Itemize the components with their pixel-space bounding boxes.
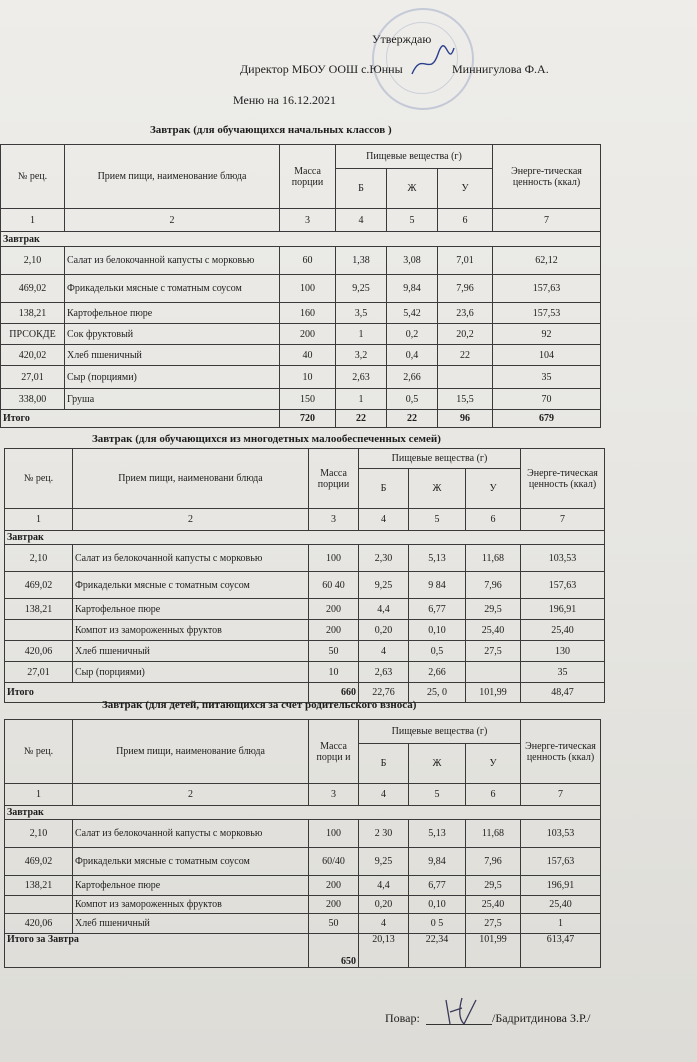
col-index: 1 — [1, 209, 65, 232]
portion-mass: 60 — [280, 247, 336, 275]
energy-value: 196,91 — [521, 876, 601, 896]
col-index: 5 — [387, 209, 438, 232]
table-row — [1, 247, 601, 275]
energy-value: 157,63 — [521, 848, 601, 876]
table-row — [5, 545, 605, 572]
total-row — [1, 410, 601, 428]
fat-value: 9 84 — [409, 572, 466, 599]
carb-value: 11,68 — [466, 820, 521, 848]
col-index: 6 — [466, 509, 521, 531]
table-row — [1, 366, 601, 389]
dish-name: Картофельное пюре — [65, 303, 280, 324]
protein-value: 1 — [336, 389, 387, 410]
cook-name: /Бадритдинова З.Р./ — [492, 1011, 591, 1025]
total-energy: 48,47 — [521, 683, 605, 703]
energy-value: 25,40 — [521, 620, 605, 641]
protein-value: 3,5 — [336, 303, 387, 324]
fat-value: 6,77 — [409, 876, 466, 896]
portion-mass: 50 — [309, 641, 359, 662]
fat-value: 0,4 — [387, 345, 438, 366]
total-carb: 101,99 — [466, 683, 521, 703]
recipe-number: 27,01 — [1, 366, 65, 389]
carb-value: 27,5 — [466, 914, 521, 934]
carb-value: 20,2 — [438, 324, 493, 345]
fat-value: 9,84 — [409, 848, 466, 876]
director-name: Миннигулова Ф.А. — [452, 62, 549, 76]
table-row — [5, 914, 601, 934]
fat-value: 0,5 — [409, 641, 466, 662]
recipe-number: 138,21 — [5, 599, 73, 620]
fat-value: 0 5 — [409, 914, 466, 934]
director-prefix: Директор МБОУ ООШ с.Юнны — [240, 62, 403, 76]
fat-value: 0,10 — [409, 896, 466, 914]
protein-value: 2,63 — [359, 662, 409, 683]
col-zh-header: Ж — [409, 469, 466, 509]
total-energy: 613,47 — [521, 934, 601, 968]
table3-title: Завтрак (для детей, питающихся за счет родительского взноса) — [102, 699, 417, 711]
table-row — [1, 324, 601, 345]
energy-value: 104 — [493, 345, 601, 366]
table-row — [5, 848, 601, 876]
recipe-number: 2,10 — [1, 247, 65, 275]
col-index: 6 — [438, 209, 493, 232]
dish-name: Хлеб пшеничный — [73, 641, 309, 662]
col-index: 6 — [466, 784, 521, 806]
recipe-number: 2,10 — [5, 820, 73, 848]
total-carb: 101,99 — [466, 934, 521, 968]
col-num-header: № рец. — [1, 145, 65, 209]
energy-value: 25,40 — [521, 896, 601, 914]
dish-name: Сыр (порциями) — [65, 366, 280, 389]
col-nutrients-header: Пищевые вещества (г) — [336, 145, 493, 169]
recipe-number: 420,02 — [1, 345, 65, 366]
recipe-number — [5, 620, 73, 641]
meal-label: Завтрак — [5, 531, 605, 545]
recipe-number: 338,00 — [1, 389, 65, 410]
energy-value: 62,12 — [493, 247, 601, 275]
table-row — [5, 641, 605, 662]
carb-value: 7,96 — [466, 848, 521, 876]
dish-name: Фрикадельки мясные с томатным соусом — [73, 848, 309, 876]
dish-name: Салат из белокочанной капусты с морковью — [65, 247, 280, 275]
approve-label: Утверждаю — [372, 32, 432, 46]
recipe-number: ПРСОКДЕ — [1, 324, 65, 345]
col-index: 7 — [493, 209, 601, 232]
carb-value: 7,96 — [438, 275, 493, 303]
total-energy: 679 — [493, 410, 601, 428]
col-energy-header: Энерге-тическая ценность (ккал) — [493, 145, 601, 209]
dish-name: Картофельное пюре — [73, 599, 309, 620]
col-index: 4 — [336, 209, 387, 232]
menu-table-2 — [4, 448, 605, 703]
fat-value: 2,66 — [387, 366, 438, 389]
recipe-number: 2,10 — [5, 545, 73, 572]
recipe-number — [5, 896, 73, 914]
carb-value: 27,5 — [466, 641, 521, 662]
table-row — [1, 275, 601, 303]
recipe-number: 138,21 — [5, 876, 73, 896]
col-b-header: Б — [359, 469, 409, 509]
total-label: Итого — [1, 410, 280, 428]
col-mass-header: Масса порци и — [309, 720, 359, 784]
total-carb: 96 — [438, 410, 493, 428]
total-protein: 22,76 — [359, 683, 409, 703]
recipe-number: 138,21 — [1, 303, 65, 324]
portion-mass: 200 — [309, 896, 359, 914]
total-fat: 22,34 — [409, 934, 466, 968]
menu-table-1 — [0, 144, 601, 428]
col-index: 2 — [73, 784, 309, 806]
carb-value — [466, 662, 521, 683]
energy-value: 196,91 — [521, 599, 605, 620]
energy-value: 35 — [493, 366, 601, 389]
protein-value: 1,38 — [336, 247, 387, 275]
col-index: 5 — [409, 784, 466, 806]
total-fat: 22 — [387, 410, 438, 428]
dish-name: Салат из белокочанной капусты с морковью — [73, 820, 309, 848]
fat-value: 0,5 — [387, 389, 438, 410]
col-index: 1 — [5, 509, 73, 531]
portion-mass: 60/40 — [309, 848, 359, 876]
total-protein: 22 — [336, 410, 387, 428]
meal-label: Завтрак — [5, 806, 601, 820]
protein-value: 9,25 — [336, 275, 387, 303]
director-signature — [408, 44, 456, 80]
dish-name: Салат из белокочанной капусты с морковью — [73, 545, 309, 572]
recipe-number: 469,02 — [5, 572, 73, 599]
carb-value — [438, 366, 493, 389]
cook-signature — [440, 994, 480, 1028]
fat-value: 0,2 — [387, 324, 438, 345]
protein-value: 2 30 — [359, 820, 409, 848]
menu-table-3 — [4, 719, 601, 968]
portion-mass: 160 — [280, 303, 336, 324]
fat-value: 3,08 — [387, 247, 438, 275]
cook-label: Повар: — [385, 1011, 420, 1025]
table-row — [5, 620, 605, 641]
portion-mass: 200 — [280, 324, 336, 345]
col-index: 2 — [65, 209, 280, 232]
carb-value: 29,5 — [466, 599, 521, 620]
carb-value: 22 — [438, 345, 493, 366]
protein-value: 4,4 — [359, 876, 409, 896]
energy-value: 35 — [521, 662, 605, 683]
col-zh-header: Ж — [387, 169, 438, 209]
col-index: 4 — [359, 784, 409, 806]
protein-value: 9,25 — [359, 572, 409, 599]
portion-mass: 100 — [309, 820, 359, 848]
table-row — [1, 389, 601, 410]
carb-value: 15,5 — [438, 389, 493, 410]
protein-value: 2,30 — [359, 545, 409, 572]
carb-value: 25,40 — [466, 896, 521, 914]
dish-name: Фрикадельки мясные с томатным соусом — [73, 572, 309, 599]
protein-value: 3,2 — [336, 345, 387, 366]
recipe-number: 420,06 — [5, 641, 73, 662]
total-protein: 20,13 — [359, 934, 409, 968]
energy-value: 1 — [521, 914, 601, 934]
dish-name: Компот из замороженных фруктов — [73, 620, 309, 641]
carb-value: 7,01 — [438, 247, 493, 275]
dish-name: Хлеб пшеничный — [65, 345, 280, 366]
col-b-header: Б — [359, 744, 409, 784]
col-index: 7 — [521, 509, 605, 531]
energy-value: 103,53 — [521, 820, 601, 848]
dish-name: Сок фруктовый — [65, 324, 280, 345]
portion-mass: 60 40 — [309, 572, 359, 599]
col-index: 4 — [359, 509, 409, 531]
portion-mass: 150 — [280, 389, 336, 410]
energy-value: 92 — [493, 324, 601, 345]
col-index: 2 — [73, 509, 309, 531]
protein-value: 4 — [359, 641, 409, 662]
portion-mass: 200 — [309, 599, 359, 620]
protein-value: 4 — [359, 914, 409, 934]
col-nutrients-header: Пищевые вещества (г) — [359, 720, 521, 744]
table-row — [5, 572, 605, 599]
fat-value: 0,10 — [409, 620, 466, 641]
portion-mass: 200 — [309, 620, 359, 641]
total-fat: 25, 0 — [409, 683, 466, 703]
fat-value: 5,13 — [409, 820, 466, 848]
dish-name: Сыр (порциями) — [73, 662, 309, 683]
total-mass: 720 — [280, 410, 336, 428]
fat-value: 5,13 — [409, 545, 466, 572]
col-name-header: Прием пищи, наименование блюда — [65, 145, 280, 209]
fat-value: 9,84 — [387, 275, 438, 303]
energy-value: 157,63 — [521, 572, 605, 599]
protein-value: 0,20 — [359, 896, 409, 914]
portion-mass: 10 — [309, 662, 359, 683]
portion-mass: 10 — [280, 366, 336, 389]
table-row — [5, 599, 605, 620]
table-row — [1, 303, 601, 324]
table1-title: Завтрак (для обучающихся начальных классов ) — [150, 124, 392, 136]
fat-value: 6,77 — [409, 599, 466, 620]
total-mass: 650 — [309, 934, 359, 968]
protein-value: 0,20 — [359, 620, 409, 641]
recipe-number: 420,06 — [5, 914, 73, 934]
energy-value: 70 — [493, 389, 601, 410]
fat-value: 5,42 — [387, 303, 438, 324]
dish-name: Хлеб пшеничный — [73, 914, 309, 934]
total-label: Итого за Завтра — [5, 934, 309, 968]
table-row — [5, 820, 601, 848]
table-row — [5, 662, 605, 683]
energy-value: 157,53 — [493, 303, 601, 324]
portion-mass: 100 — [280, 275, 336, 303]
col-num-header: № рец. — [5, 720, 73, 784]
col-b-header: Б — [336, 169, 387, 209]
portion-mass: 200 — [309, 876, 359, 896]
recipe-number: 469,02 — [1, 275, 65, 303]
col-mass-header: Масса порции — [309, 449, 359, 509]
total-row — [5, 934, 601, 968]
dish-name: Фрикадельки мясные с томатным соусом — [65, 275, 280, 303]
carb-value: 29,5 — [466, 876, 521, 896]
col-index: 1 — [5, 784, 73, 806]
dish-name: Картофельное пюре — [73, 876, 309, 896]
col-zh-header: Ж — [409, 744, 466, 784]
recipe-number: 469,02 — [5, 848, 73, 876]
col-nutrients-header: Пищевые вещества (г) — [359, 449, 521, 469]
col-index: 5 — [409, 509, 466, 531]
protein-value: 2,63 — [336, 366, 387, 389]
col-u-header: У — [466, 744, 521, 784]
total-label: Итого — [5, 683, 309, 703]
energy-value: 130 — [521, 641, 605, 662]
dish-name: Груша — [65, 389, 280, 410]
protein-value: 4,4 — [359, 599, 409, 620]
carb-value: 25,40 — [466, 620, 521, 641]
total-mass: 660 — [309, 683, 359, 703]
portion-mass: 40 — [280, 345, 336, 366]
table2-title: Завтрак (для обучающихся из многодетных малообеспеченных семей) — [92, 433, 441, 445]
recipe-number: 27,01 — [5, 662, 73, 683]
col-index: 3 — [280, 209, 336, 232]
carb-value: 7,96 — [466, 572, 521, 599]
col-num-header: № рец. — [5, 449, 73, 509]
col-index: 3 — [309, 784, 359, 806]
fat-value: 2,66 — [409, 662, 466, 683]
col-energy-header: Энерге-тическая ценность (ккал) — [521, 720, 601, 784]
energy-value: 103,53 — [521, 545, 605, 572]
menu-date: Меню на 16.12.2021 — [233, 93, 336, 107]
col-energy-header: Энерге-тическая ценность (ккал) — [521, 449, 605, 509]
table-row — [1, 345, 601, 366]
dish-name: Компот из замороженных фруктов — [73, 896, 309, 914]
col-u-header: У — [438, 169, 493, 209]
col-name-header: Прием пищи, наименовани блюда — [73, 449, 309, 509]
meal-label: Завтрак — [1, 232, 601, 247]
col-index: 7 — [521, 784, 601, 806]
col-u-header: У — [466, 469, 521, 509]
portion-mass: 50 — [309, 914, 359, 934]
energy-value: 157,63 — [493, 275, 601, 303]
table-row — [5, 876, 601, 896]
table-row — [5, 896, 601, 914]
carb-value: 11,68 — [466, 545, 521, 572]
protein-value: 1 — [336, 324, 387, 345]
col-name-header: Прием пищи, наименование блюда — [73, 720, 309, 784]
col-mass-header: Масса порции — [280, 145, 336, 209]
col-index: 3 — [309, 509, 359, 531]
portion-mass: 100 — [309, 545, 359, 572]
carb-value: 23,6 — [438, 303, 493, 324]
protein-value: 9,25 — [359, 848, 409, 876]
